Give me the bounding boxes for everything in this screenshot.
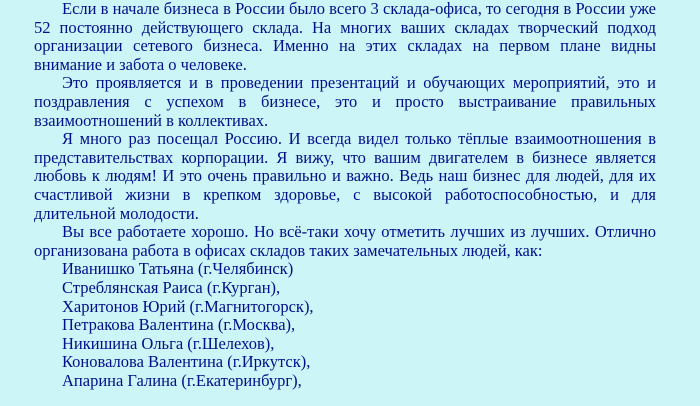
list-item: Стреблянская Раиса (г.Курган),	[62, 277, 281, 297]
paragraph-warehouses: Если в начале бизнеса в России было всего 3 склада-офиса, то сегодня в России уже 52 постоянно действующего склада. На многих ваших складах творческий подход организации сетевого бизнеса. Именно на этих складах на первом плане видны внимание и забота о человеке.	[34, 0, 656, 74]
list-item: Коновалова Валентина (г.Иркутск),	[62, 352, 311, 372]
people-list	[34, 260, 656, 390]
list-item: Харитонов Юрий (г.Магнитогорск),	[62, 296, 314, 316]
paragraph-presentations: Это проявляется и в проведении презентаций и обучающих мероприятий, это и поздравления с успехом в бизнесе, это и просто выстраивание правильных взаимоотношений в коллективах.	[34, 73, 656, 130]
list-item: Иванишко Татьяна (г.Челябинск)	[62, 259, 294, 279]
list-item: Петракова Валентина (г.Москва),	[62, 315, 296, 335]
paragraph-visits: Я много раз посещал Россию. И всегда видел только тёплые взаимоотношения в представительствах корпорации. Я вижу, что вашим двигателем в бизнесе является любовь к людям! И это очень правильно и важно. Ведь наш бизнес для людей, для их счастливой жизни в крепком здоровье, с высокой работоспособностью, и для длительной молодости.	[34, 129, 656, 223]
list-item: Апарина Галина (г.Екатеринбург),	[62, 370, 302, 390]
paragraph-best-workers: Вы все работаете хорошо. Но всё-таки хочу отметить лучших из лучших. Отлично организована работа в офисах складов таких замечательных людей, как:	[34, 222, 656, 260]
list-item: Никишина Ольга (г.Шелехов),	[62, 333, 275, 353]
